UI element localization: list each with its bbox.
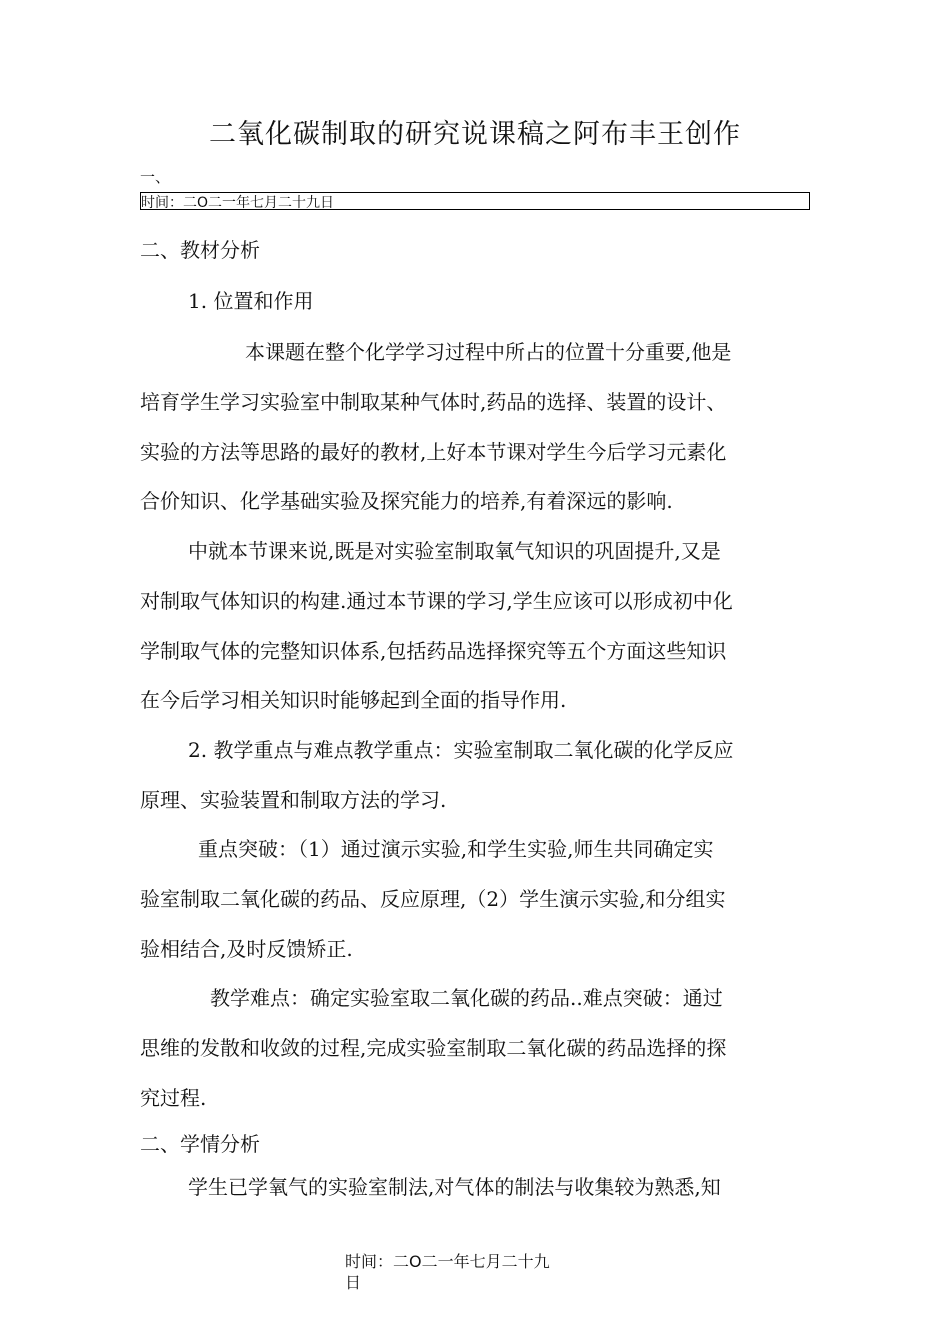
section-one-heading: 一、	[140, 168, 171, 186]
time-box-text: 时间：二O二一年七月二十九日	[141, 195, 335, 211]
paragraph-line: 学生已学氧气的实验室制法,对气体的制法与收集较为熟悉,知	[188, 1175, 721, 1199]
paragraph-line: 原理、实验装置和制取方法的学习.	[140, 788, 447, 812]
paragraph-line: 2. 教学重点与难点教学重点：实验室制取二氧化碳的化学反应	[188, 738, 734, 762]
subsection-heading: 1. 位置和作用	[188, 289, 314, 313]
paragraph-line: 验室制取二氧化碳的药品、反应原理,（2）学生演示实验,和分组实	[140, 887, 726, 911]
section-heading: 二、学情分析	[140, 1132, 260, 1156]
paragraph-line: 本课题在整个化学学习过程中所占的位置十分重要,他是	[245, 340, 732, 364]
paragraph-line: 对制取气体知识的构建.通过本节课的学习,学生应该可以形成初中化	[140, 589, 733, 613]
paragraph-line: 在今后学习相关知识时能够起到全面的指导作用.	[140, 688, 567, 712]
section-heading: 二、教材分析	[140, 238, 260, 262]
paragraph-line: 合价知识、化学基础实验及探究能力的培养,有着深远的影响.	[140, 489, 673, 513]
paragraph-line: 中就本节课来说,既是对实验室制取氧气知识的巩固提升,又是	[188, 539, 721, 563]
footer-time-day: 日	[345, 1273, 362, 1292]
paragraph-line: 重点突破：（1）通过演示实验,和学生实验,师生共同确定实	[198, 837, 714, 861]
paragraph-line: 学制取气体的完整知识体系,包括药品选择探究等五个方面这些知识	[140, 639, 727, 663]
paragraph-line: 培育学生学习实验室中制取某种气体时,药品的选择、装置的设计、	[140, 390, 727, 414]
paragraph-line: 思维的发散和收敛的过程,完成实验室制取二氧化碳的药品选择的探	[140, 1036, 727, 1060]
paragraph-line: 验相结合,及时反馈矫正.	[140, 937, 353, 961]
time-box	[140, 192, 810, 210]
paragraph-line: 究过程.	[140, 1086, 207, 1110]
paragraph-line: 实验的方法等思路的最好的教材,上好本节课对学生今后学习元素化	[140, 440, 727, 464]
footer-time: 时间：二O二一年七月二十九	[345, 1252, 550, 1271]
paragraph-line: 教学难点：确定实验室取二氧化碳的药品..难点突破：通过	[210, 986, 723, 1010]
document-title: 二氧化碳制取的研究说课稿之阿布丰王创作	[209, 119, 741, 150]
